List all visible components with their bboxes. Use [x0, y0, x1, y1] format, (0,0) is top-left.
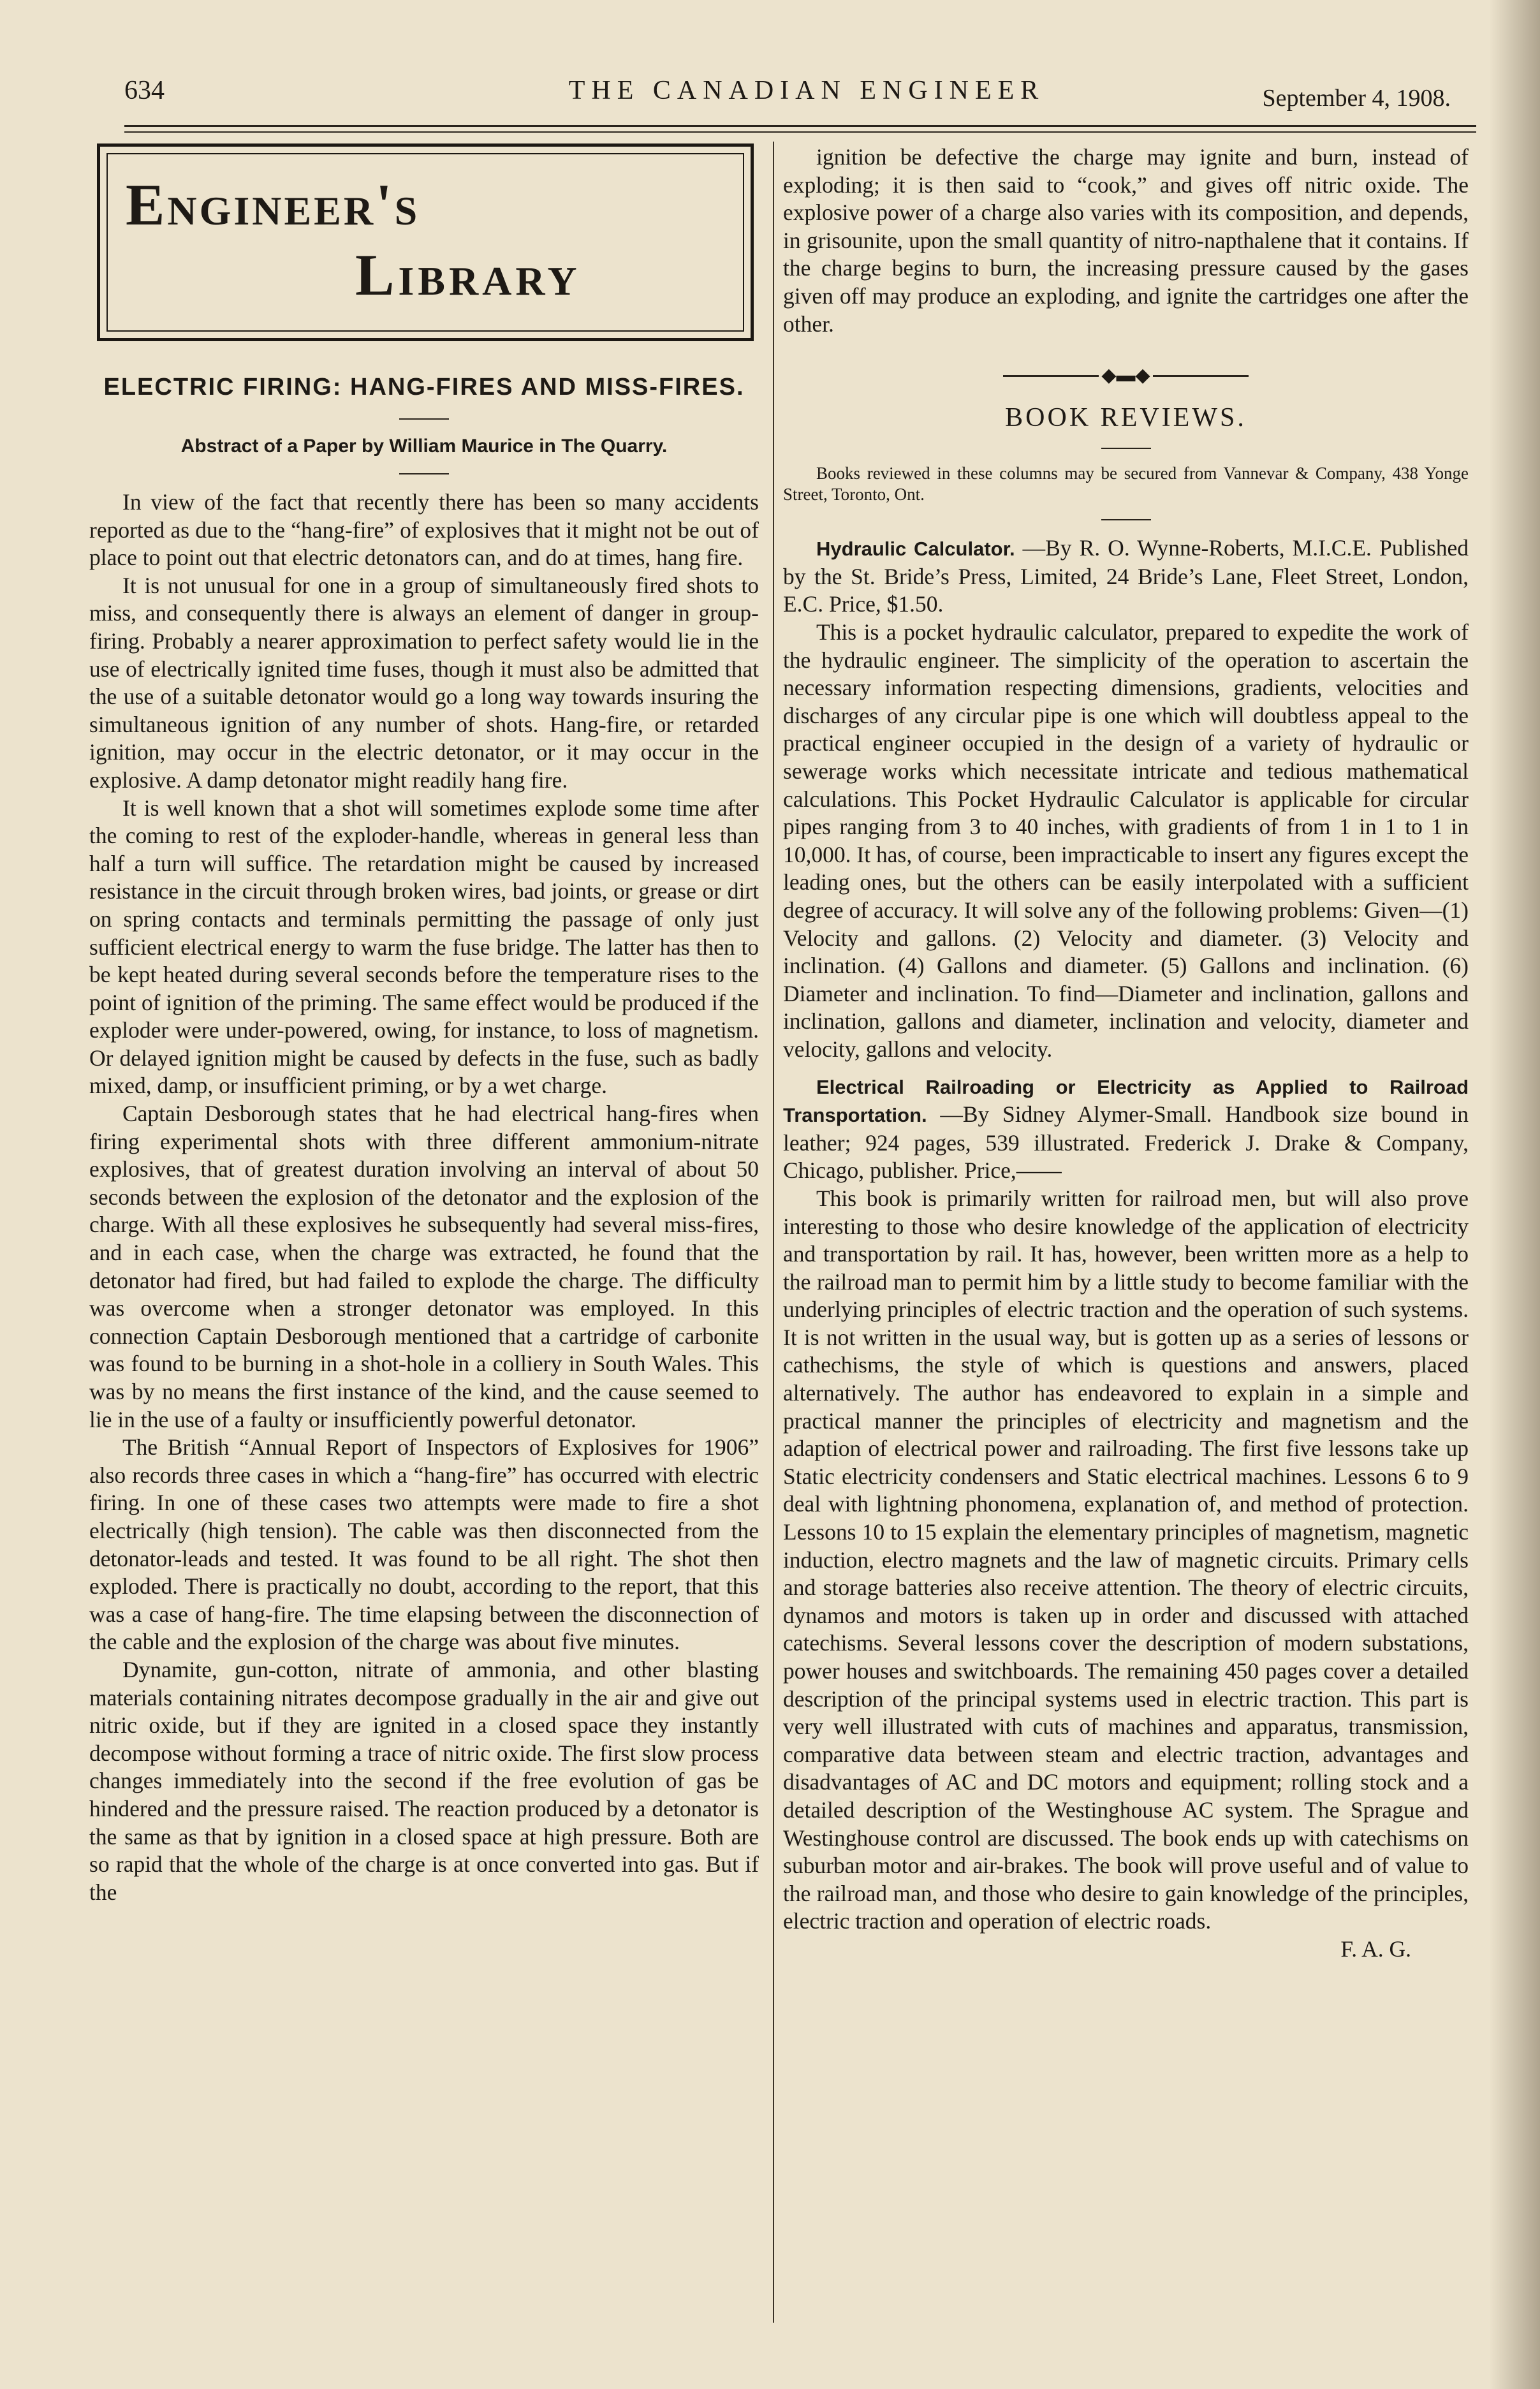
ornament-bar-right — [1153, 375, 1249, 377]
journal-title: THE CANADIAN ENGINEER — [568, 76, 1045, 105]
reviews-note-rule — [1101, 519, 1151, 520]
header-rule-thin — [124, 131, 1476, 133]
review-details: —By R. O. Wynne-Roberts, M.I.C.E. Published by the St. Bride’s Press, Limited, 24 Bride’s Lane, Fleet Street, London, E.C. Price, $1.50. — [783, 535, 1469, 617]
article-paragraph: Dynamite, gun-cotton, nitrate of ammonia, and other blasting materials containing nitrates decompose gradually in the air and give out nitric oxide, but if they are ignited in a closed space they instantly decompose without forming a trace of nitric oxide. The first slow process changes immediately into the second if the free evolution of gas be hindered and the pressure raised. The reaction produced by a detonator is the same as that by ignition in a closed space at high pressure. Both are so rapid that the whole of the charge is at once converted into gas. But if the — [89, 1656, 759, 1905]
article-paragraph: In view of the fact that recently there has been so many accidents reported as due to the “hang-fire” of explosives that it might not be out of place to point out that electric detonators can, and do at times, hang fire. — [89, 489, 759, 571]
ornament-glyph: ◆▬◆ — [1101, 365, 1150, 386]
right-column — [783, 143, 1469, 1964]
engineers-library-box — [97, 143, 754, 341]
left-column — [89, 143, 759, 1906]
column-divider — [773, 142, 774, 2323]
section-ornament — [783, 365, 1469, 385]
article-paragraph: Captain Desborough states that he had electrical hang-fires when firing experimental shots with three different ammonium-nitrate explosives, that of greatest duration involving an interval of about 50 seconds between the explosion of the detonator and the explosion of the charge. With all these explosives he subsequently had several miss-fires, and in each case, when the charge was extracted, he found that the detonator had fired, but had failed to explode the charge. The difficulty was overcome when a stronger detonator was employed. In this connection Captain Desborough mentioned that a cartridge of carbonite was found to be burning in a shot-hole in a colliery in South Wales. This was by no means the first instance of the kind, and the cause seemed to lie in the use of a faulty or insufficiently powerful detonator. — [89, 1101, 759, 1432]
ornament-bar-left — [1003, 375, 1099, 377]
article-abstract-line: Abstract of a Paper by William Maurice in The Quarry. — [180, 436, 668, 457]
article-continuation: ignition be defective the charge may ignite and burn, instead of exploding; it is then said to “cook,” and gives off nitric oxide. The explosive power of a charge also varies with its composition, and depends, in grisounite, upon the small quantity of nitro-napthalene that it contains. If the charge begins to burn, the increasing pressure caused by the gases given off may produce an exploding, and ignite the cartridges one after the other. — [783, 144, 1469, 337]
article-paragraph: It is not unusual for one in a group of simultaneously fired shots to miss, and consequently there is always an element of danger in group-firing. Probably a nearer approximation to perfect safety would lie in the use of electrically ignited time fuses, though it must also be admitted that the use of a suitable detonator would go a long way towards insuring the simultaneous ignition of any number of shots. Hang-fire, or retarded ignition, may occur in the electric detonator, or it may occur in the explosive. A damp detonator might readily hang fire. — [89, 572, 759, 793]
library-title-line1: Engineer's — [126, 172, 420, 237]
review-body: This book is primarily written for railroad men, but will also prove interesting to those who desire knowledge of the application of electricity and transportation by rail. It has, however, been written more as a help to the railroad man to permit him by a little study to become familiar with the underlying principles of electric traction and the operation of such systems. It is not written in the usual way, but is gotten up as a series of lessons or cathechisms, the style of which is questions and answers, placed alternatively. The author has endeavored to explain in a simple and practical manner the principles of electricity and magnetism and the adaption of electrical power and railroading. The first five lessons take up Static electricity condensers and Static electrical machines. Lessons 6 to 9 deal with lightning phonomena, explanation of, and method of protection. Lessons 10 to 15 explain the elementary principles of magnetism, magnetic induction, electro magnets and the law of magnetic circuits. Primary cells and storage batteries also receive attention. The theory of electric circuits, dynamos and motors is taken up in order and discussed with attached catechisms. Several lessons cover the description of modern substations, power houses and switchboards. The remaining 450 pages cover a detailed description of the principal systems used in electric traction. This part is very well illustrated with cuts of machines and apparatus, transmission, comparative data between steam and electric traction, advantages and disadvantages of AC and DC motors and equipment; rolling stock and a detailed description of the Westinghouse AC system. The Sprague and Westinghouse control are discussed. The book ends up with catechisms on suburban motor and air-brakes. The book will prove useful and of value to the railroad man, and those who desire to gain knowledge of the principles, electric traction and operation of electric roads. — [783, 1185, 1469, 1934]
review-citation — [783, 1073, 1469, 1185]
issue-date: September 4, 1908. — [1262, 85, 1451, 112]
article-paragraph: The British “Annual Report of Inspectors of Explosives for 1906” also records three cases in which a “hang-fire” has occurred with electric firing. In one of these cases two attempts were made to fire a shot electrically (high tension). The cable was then disconnected from the detonator-leads and tested. It was found to be all right. The shot then exploded. There is practically no doubt, according to the report, that this was a case of hang-fire. The time elapsing between the disconnection of the cable and the explosion of the charge was about five minutes. — [89, 1434, 759, 1655]
book-reviews-title: BOOK REVIEWS. — [1005, 403, 1247, 433]
review-body: This is a pocket hydraulic calculator, prepared to expedite the work of the hydraulic engineer. The simplicity of the operation to ascertain the necessary information respecting dimensions, gradients, velocities and discharges of any circular pipe is one which will doubtless appeal to the practical engineer occupied in the design of a variety of hydraulic or sewerage works which necessitate intricate and tedious mathematical calculations. This Pocket Hydraulic Calculator is applicable for circular pipes ranging from 3 to 40 inches, with gradients of from 1 in 1 to 1 in 10,000. It has, of course, been impracticable to insert any figures except the leading ones, but the others can be easily interpolated with a sufficient degree of accuracy. It will solve any of the following problems: Given—(1) Velocity and gallons. (2) Velocity and diameter. (3) Velocity and inclination. (4) Gallons and diameter. (5) Gallons and inclination. (6) Diameter and inclination. To find—Diameter and inclination, gallons and inclination, gallons and diameter, inclination and velocity, diameter and velocity, gallons and velocity. — [783, 619, 1469, 1062]
review-signature: F. A. G. — [1340, 1936, 1411, 1962]
review-details: —By Sidney Alymer-Small. Handbook size bound in leather; 924 pages, 539 illustrated. Frederick J. Drake & Company, Chicago, publisher. Price,—— — [783, 1101, 1469, 1184]
article-paragraph: It is well known that a shot will sometimes explode some time after the coming to rest of the exploder-handle, whereas in general less than half a turn will suffice. The retardation might be caused by increased resistance in the circuit through broken wires, bad joints, or grease or dirt on spring contacts and terminals permitting the passage of only just sufficient electrical energy to warm the fuse bridge. The latter has then to be kept heated during several seconds before the temperature rises to the point of ignition of the priming. The same effect would be produced if the exploder were under-powered, owing, for instance, to loss of magnetism. Or delayed ignition might be caused by defects in the fuse, such as badly mixed, damp, or insufficient priming, or by a wet charge. — [89, 795, 759, 1099]
abstract-rule — [399, 473, 449, 474]
book-reviews-note: Books reviewed in these columns may be secured from Vannevar & Company, 438 Yonge Street, Toronto, Ont. — [783, 464, 1469, 504]
title-rule — [399, 418, 449, 420]
review-heading: Hydraulic Calculator. — [816, 538, 1015, 561]
library-title-line2: Library — [355, 242, 581, 307]
page-edge-shadow — [1489, 0, 1540, 2389]
reviews-title-rule — [1101, 448, 1151, 449]
page-number: 634 — [124, 76, 165, 105]
running-head — [124, 69, 1451, 120]
header-rule — [124, 125, 1476, 127]
review-citation — [783, 534, 1469, 619]
review-heading: Electrical Railroading or Electricity as Applied to Railroad Transportation. — [783, 1075, 1469, 1127]
article-title: ELECTRIC FIRING: HANG-FIRES AND MISS-FIRES. — [103, 374, 745, 401]
